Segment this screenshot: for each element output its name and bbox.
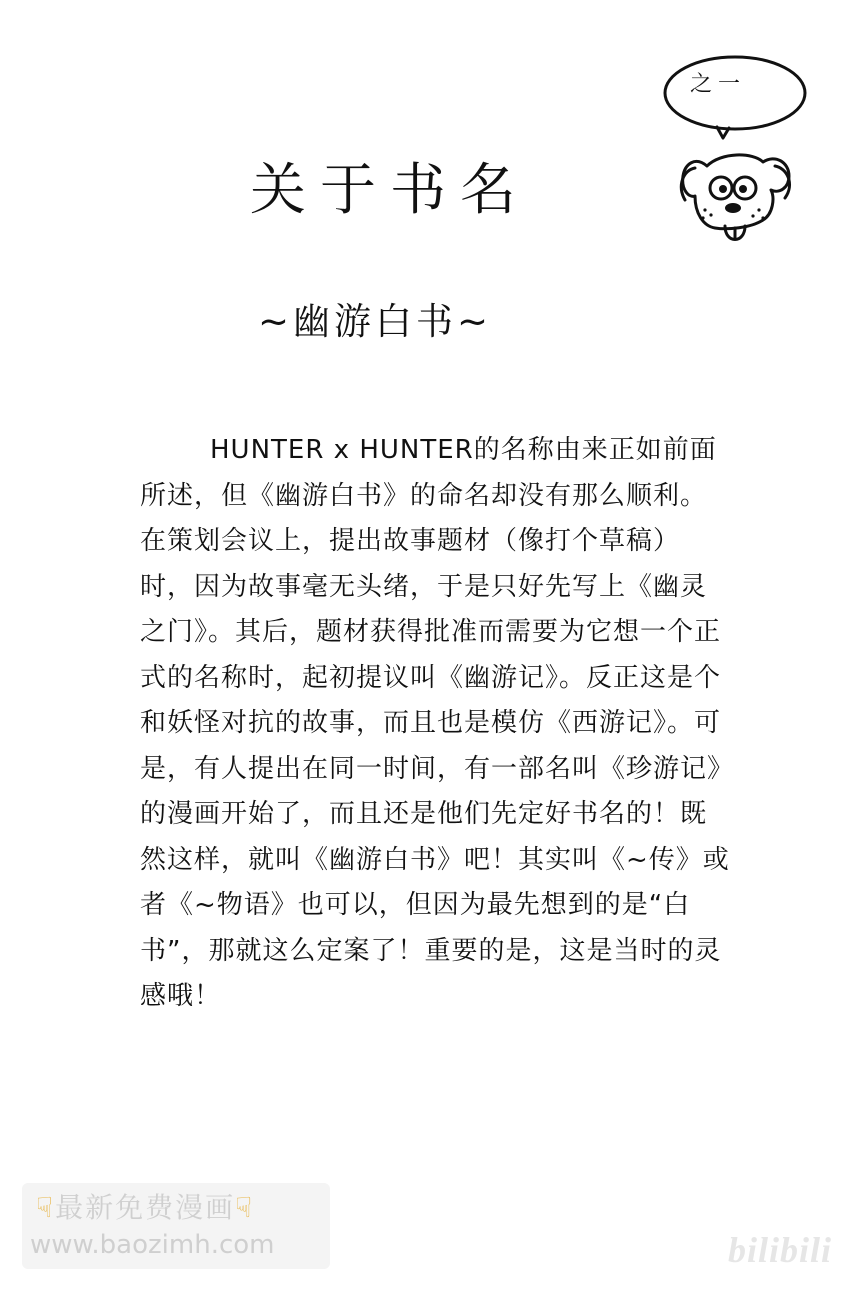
pointing-hand-icon: ☟ bbox=[235, 1191, 255, 1224]
watermark-line1: ☟最新免费漫画☟ bbox=[36, 1191, 255, 1224]
pointing-hand-icon: ☟ bbox=[36, 1191, 56, 1224]
bubble-text: 之一 bbox=[690, 72, 747, 97]
watermark[interactable] bbox=[22, 1183, 330, 1269]
subtitle: ~幽游白书~ bbox=[258, 300, 493, 343]
watermark-url[interactable]: www.baozimh.com bbox=[30, 1230, 275, 1260]
body-paragraph: HUNTER x HUNTER的名称由来正如前面所述，但《幽游白书》的命名却没有那么顺利。在策划会议上，提出故事题材（像打个草稿）时，因为故事毫无头绪，于是只好先写上《幽灵之门》。其后，题材获得批准而需要为它想一个正式的名称时，起初提议叫《幽游记》。反正这是个和妖怪对抗的故事，而且也是模仿《西游记》。可是，有人提出在同一时间，有一部名叫《珍游记》的漫画开始了，而且还是他们先定好书名的！既然这样，就叫《幽游白书》吧！其实叫《~传》或者《~物语》也可以，但因为最先想到的是“白书”，那就这么定案了！重要的是，这是当时的灵感哦！ bbox=[140, 435, 730, 1011]
dog-nose bbox=[725, 203, 741, 213]
bilibili-logo: bilibili bbox=[728, 1230, 833, 1270]
body-text bbox=[140, 428, 732, 1020]
page-title: 关于书名 bbox=[250, 158, 530, 223]
